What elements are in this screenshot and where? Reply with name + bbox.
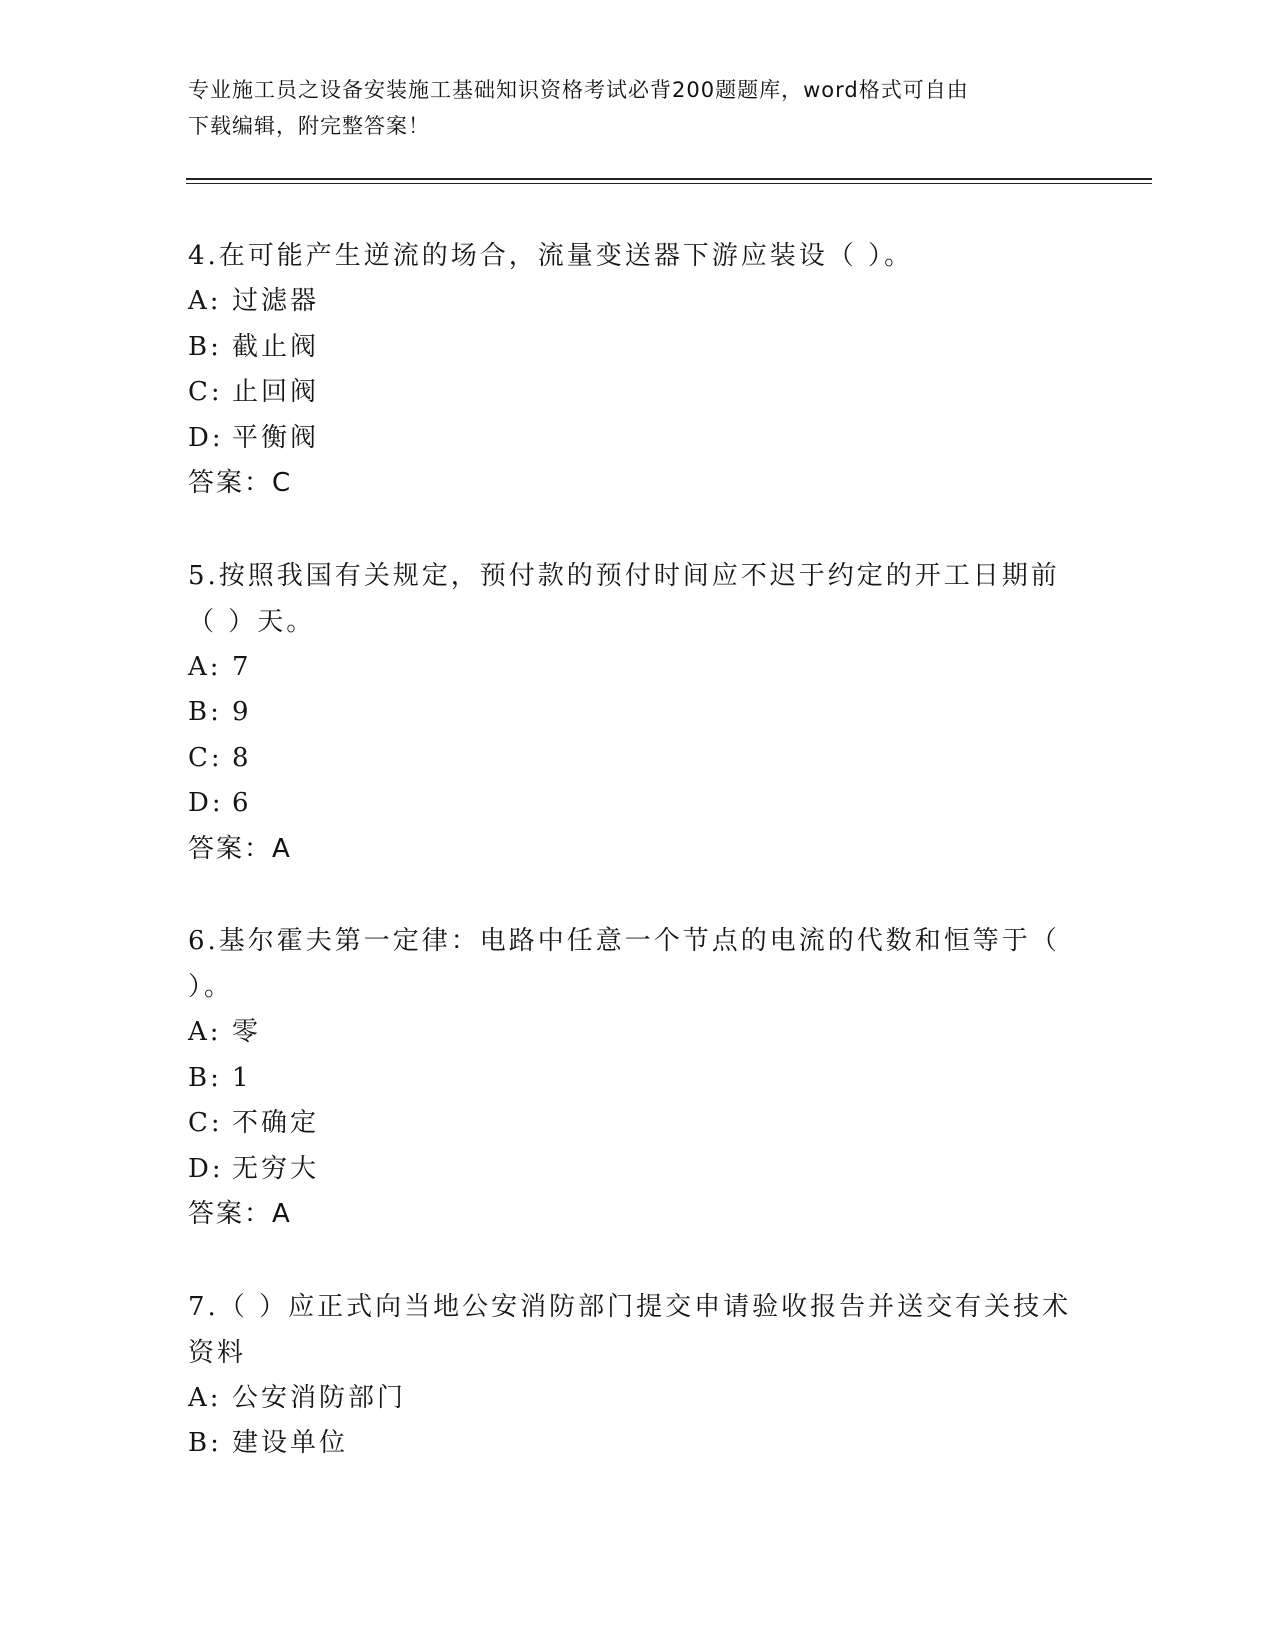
option-key: B:: [188, 1062, 222, 1093]
header-divider-thick: [186, 178, 1152, 180]
option-a: [188, 645, 1088, 691]
option-b: [188, 1421, 1088, 1467]
question-stem: 5.按照我国有关规定，预付款的预付时间应不迟于约定的开工日期前（ ）天。: [188, 560, 1060, 637]
question-6: [188, 918, 1088, 1238]
option-key: B:: [188, 697, 222, 727]
option-d: [188, 781, 1088, 827]
option-text: 不确定: [232, 1108, 320, 1138]
option-text: 止回阀: [232, 377, 320, 407]
option-b: [188, 325, 1088, 371]
option-b: [188, 1056, 1088, 1102]
question-4: [188, 233, 1088, 507]
option-d: [188, 416, 1088, 462]
option-c: [188, 1101, 1088, 1147]
option-key: C:: [188, 377, 223, 407]
option-c: [188, 370, 1088, 416]
question-stem: 4.在可能产生逆流的场合，流量变送器下游应装设（ ）。: [188, 241, 914, 271]
option-key: B:: [188, 1428, 222, 1458]
option-a: [188, 279, 1088, 325]
option-key: D:: [188, 788, 224, 818]
option-key: A:: [188, 286, 222, 316]
header-line-2: 下载编辑，附完整答案！: [188, 114, 430, 138]
document-header: [188, 72, 1088, 144]
option-key: A:: [188, 1382, 222, 1413]
option-c: [188, 736, 1088, 782]
option-text: 平衡阀: [232, 422, 320, 453]
header-line-1: 专业施工员之设备安装施工基础知识资格考试必背200题题库，word格式可自由: [188, 78, 969, 102]
option-key: A:: [188, 1017, 222, 1047]
option-text: 截止阀: [232, 331, 320, 362]
option-text: 8: [232, 742, 252, 773]
option-text: 7: [232, 651, 252, 682]
answer-line: 答案：C: [188, 468, 293, 498]
option-key: D:: [188, 1153, 224, 1184]
option-text: 无穷大: [232, 1153, 320, 1184]
question-list: [188, 233, 1088, 1513]
option-text: 过滤器: [232, 286, 320, 316]
option-a: [188, 1010, 1088, 1056]
option-text: 零: [232, 1017, 262, 1047]
option-key: D:: [188, 422, 224, 453]
option-text: 6: [232, 788, 252, 818]
option-text: 1: [232, 1062, 252, 1093]
option-text: 建设单位: [232, 1428, 349, 1458]
option-b: [188, 690, 1088, 736]
option-d: [188, 1147, 1088, 1193]
option-text: 9: [232, 697, 252, 727]
question-stem: 7.（ ）应正式向当地公安消防部门提交申请验收报告并送交有关技术资料: [188, 1291, 1072, 1368]
question-stem: 6.基尔霍夫第一定律：电路中任意一个节点的电流的代数和恒等于（ ）。: [188, 926, 1060, 1002]
option-a: [188, 1376, 1088, 1422]
question-5: [188, 553, 1088, 873]
answer-line: 答案：A: [188, 833, 292, 864]
option-key: C:: [188, 742, 223, 773]
option-key: C:: [188, 1108, 223, 1138]
answer-line: 答案：A: [188, 1199, 292, 1229]
option-key: A:: [188, 651, 222, 682]
question-7: [188, 1284, 1088, 1467]
option-text: 公安消防部门: [232, 1382, 407, 1413]
header-divider-thin: [186, 183, 1152, 184]
option-key: B:: [188, 331, 222, 362]
